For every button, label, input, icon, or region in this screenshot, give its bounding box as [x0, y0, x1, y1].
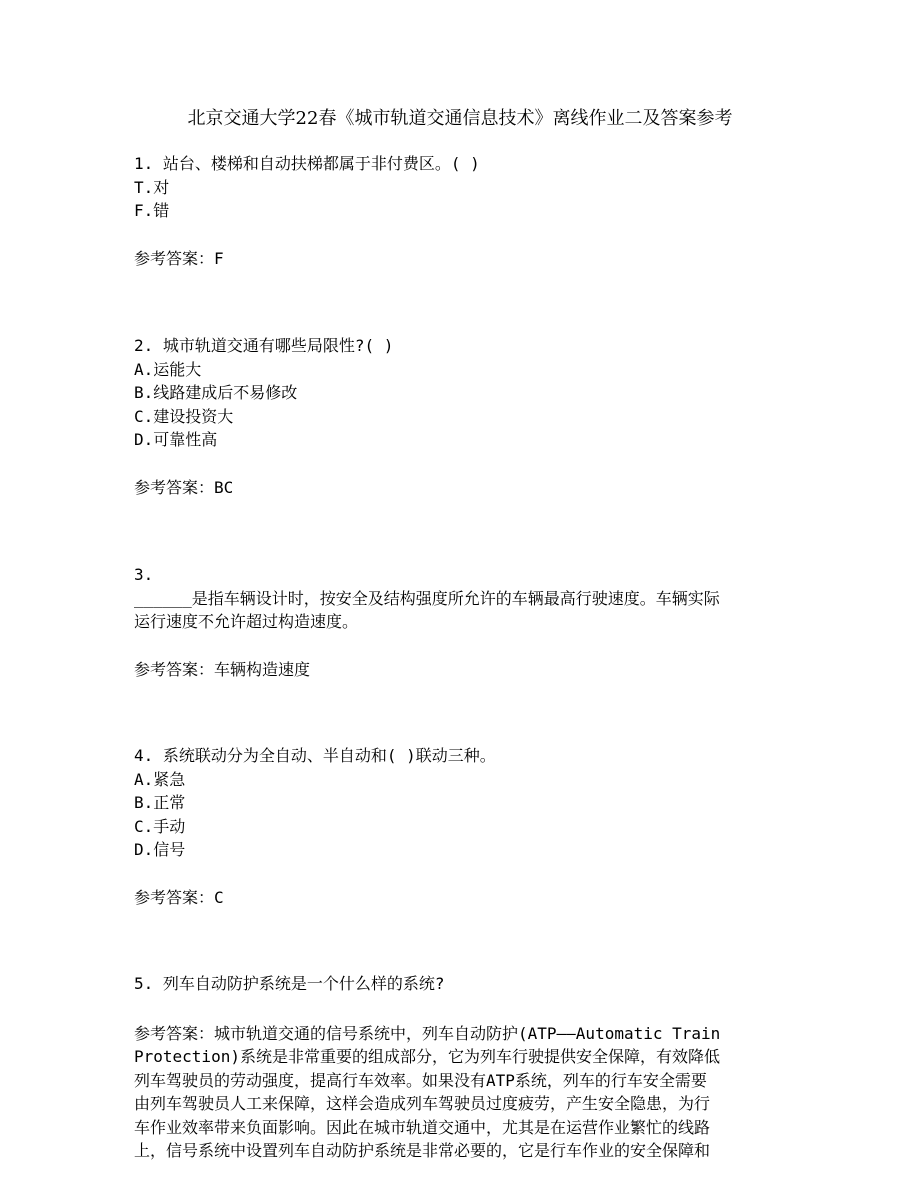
answer-line-4: 由列车驾驶员人工来保障，这样会造成列车驾驶员过度疲劳，产生安全隐患，为行: [134, 1094, 711, 1113]
answer-line-2: Protection)系统是非常重要的组成部分，它为列车行驶提供安全保障，有效降低: [134, 1047, 720, 1066]
option-b: B.正常: [134, 793, 186, 812]
question-stem-line-2: 运行速度不允许超过构造速度。: [134, 612, 359, 631]
question-stem: 4. 系统联动分为全自动、半自动和( )联动三种。: [134, 746, 496, 765]
option-d: D.信号: [134, 840, 186, 859]
answer-text: 参考答案：BC: [134, 477, 234, 497]
document-content: [134, 152, 790, 1163]
question-1: [134, 152, 790, 270]
option-c: C.建设投资大: [134, 406, 234, 426]
answer-line-6: 上，信号系统中设置列车自动防护系统是非常必要的，它是行车作业的安全保障和: [134, 1141, 711, 1160]
question-stem: 1. 站台、楼梯和自动扶梯都属于非付费区。( ): [134, 154, 480, 173]
question-3: [134, 563, 790, 681]
option-b: B.线路建成后不易修改: [134, 383, 298, 402]
option-a: A.运能大: [134, 359, 202, 379]
document-title: 北京交通大学22春《城市轨道交通信息技术》离线作业二及答案参考: [187, 108, 733, 129]
question-stem: 2. 城市轨道交通有哪些局限性?( ): [134, 336, 394, 355]
option-d: D.可靠性高: [134, 430, 218, 449]
option-t: T.对: [134, 177, 170, 197]
answer-text: 参考答案：C: [134, 887, 224, 907]
question-4: [134, 744, 790, 909]
answer-text: 参考答案：F: [134, 248, 224, 268]
option-f: F.错: [134, 201, 170, 220]
question-number: 3.: [134, 565, 154, 584]
answer-text: 参考答案：车辆构造速度: [134, 659, 311, 679]
answer-line-5: 车作业效率带来负面影响。因此在城市轨道交通中，尤其是在运营作业繁忙的线路: [134, 1117, 711, 1137]
question-stem-line-1: ______是指车辆设计时，按安全及结构强度所允许的车辆最高行驶速度。车辆实际: [134, 588, 720, 608]
question-2: [134, 334, 790, 499]
answer-paragraph: [134, 1022, 790, 1163]
option-c: C.手动: [134, 816, 186, 836]
question-5: [134, 972, 790, 1163]
answer-line-3: 列车驾驶员的劳动强度，提高行车效率。如果没有ATP系统，列车的行车安全需要: [134, 1070, 707, 1090]
question-stem: 5. 列车自动防护系统是一个什么样的系统?: [134, 974, 445, 993]
answer-line-1: 参考答案：城市轨道交通的信号系统中，列车自动防护(ATP——Automatic Train: [134, 1023, 721, 1043]
option-a: A.紧急: [134, 769, 186, 789]
